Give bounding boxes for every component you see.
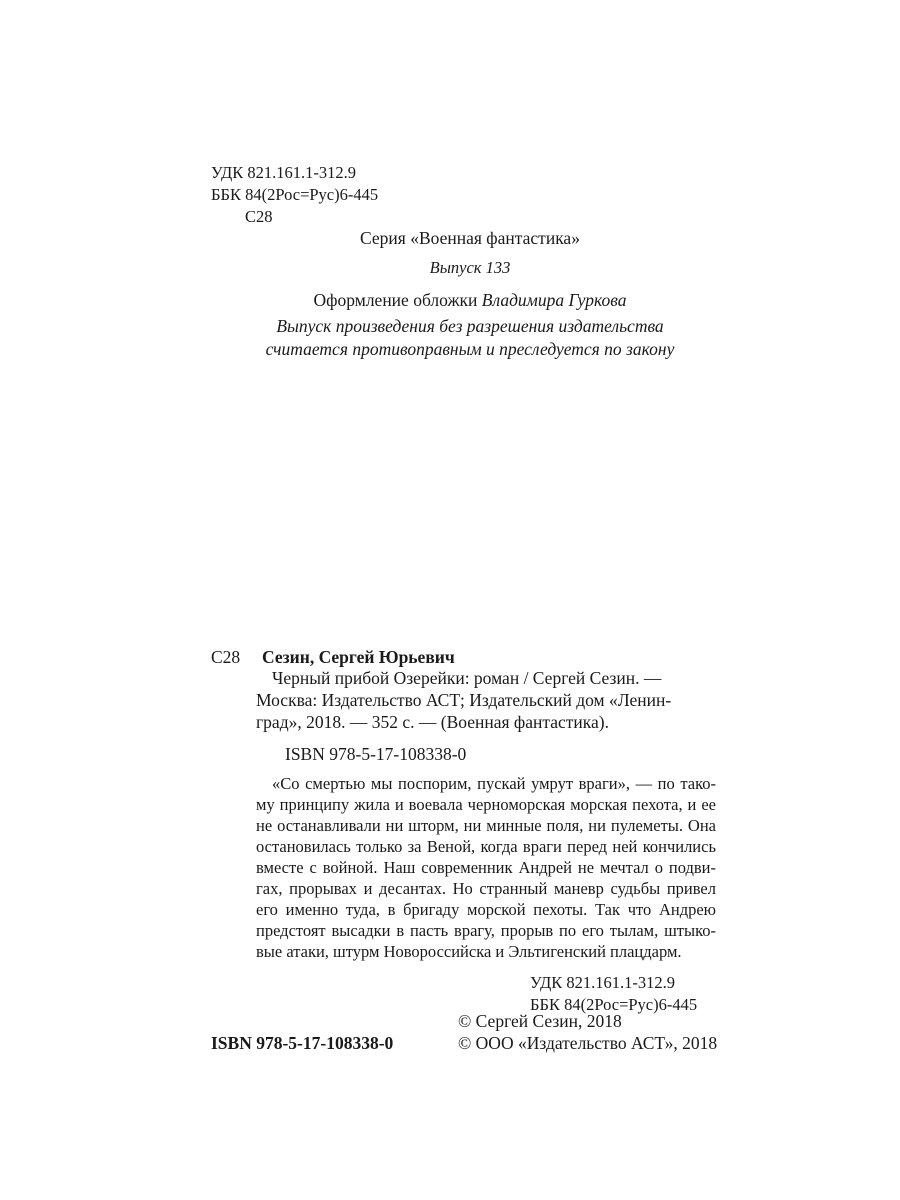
bibliographic-line-3: град», 2018. — 352 с. — (Военная фантастика).	[256, 712, 609, 732]
series-issue: Выпуск 133	[429, 258, 511, 277]
cover-design-prefix: Оформление обложки	[313, 290, 478, 310]
annotation-line-2: му принципу жила и воевала черноморская морская пехота, и ее	[256, 795, 716, 814]
cover-design-credit	[200, 289, 740, 311]
annotation-line-7: его именно туда, в бригаду морской пехоты. Так что Андрею	[256, 900, 716, 919]
author-mark: С28	[245, 207, 273, 226]
copyright-author: © Сергей Сезин, 2018	[458, 1011, 622, 1031]
annotation-line-8: предстоят высадки в пасть врагу, прорыв по его тылам, штыко-	[256, 921, 716, 940]
bibliographic-line-1: Черный прибой Озерейки: роман / Сергей Сезин. —	[272, 668, 662, 688]
catalog-bbk: ББК 84(2Рос=Рус)6-445	[530, 995, 698, 1014]
copyright-publisher: © ООО «Издательство АСТ», 2018	[458, 1033, 718, 1053]
series-line	[200, 227, 740, 249]
annotation-line-9: вые атаки, штурм Новороссийска и Эльтигенский плацдарм.	[256, 942, 682, 961]
annotation-line-6: гах, прорывах и десантах. Но странный маневр судьбы привел	[256, 879, 716, 898]
annotation-line-4: остановилась только за Веной, когда враги перед ней кончились	[256, 837, 716, 856]
catalog-udk: УДК 821.161.1-312.9	[530, 973, 676, 992]
catalog-author: Сезин, Сергей Юрьевич	[262, 647, 455, 667]
annotation-line-1: «Со смертью мы поспорим, пускай умрут враги», — по тако-	[272, 774, 716, 793]
bbk-code: ББК 84(2Рос=Рус)6-445	[211, 185, 379, 204]
copyright-warning-line-1: Выпуск произведения без разрешения издательства	[276, 316, 664, 336]
footer-isbn: ISBN 978-5-17-108338-0	[211, 1033, 394, 1053]
catalog-mark: С28	[211, 647, 241, 667]
series-name: «Военная фантастика»	[410, 228, 580, 248]
series-prefix: Серия	[360, 228, 406, 248]
annotation-line-5: вместе с войной. Наш современник Андрей не мечтал о подви-	[256, 858, 716, 877]
catalog-isbn: ISBN 978-5-17-108338-0	[285, 744, 467, 764]
annotation-line-3: не останавливали ни шторм, ни минные поля, ни пулеметы. Она	[256, 816, 716, 835]
copyright-warning-line-2: считается противоправным и преследуется по закону	[265, 339, 675, 359]
bibliographic-line-2: Москва: Издательство АСТ; Издательский дом «Ленин-	[256, 690, 672, 710]
cover-designer-name: Владимира Гуркова	[481, 290, 627, 310]
udk-code: УДК 821.161.1-312.9	[211, 163, 357, 182]
